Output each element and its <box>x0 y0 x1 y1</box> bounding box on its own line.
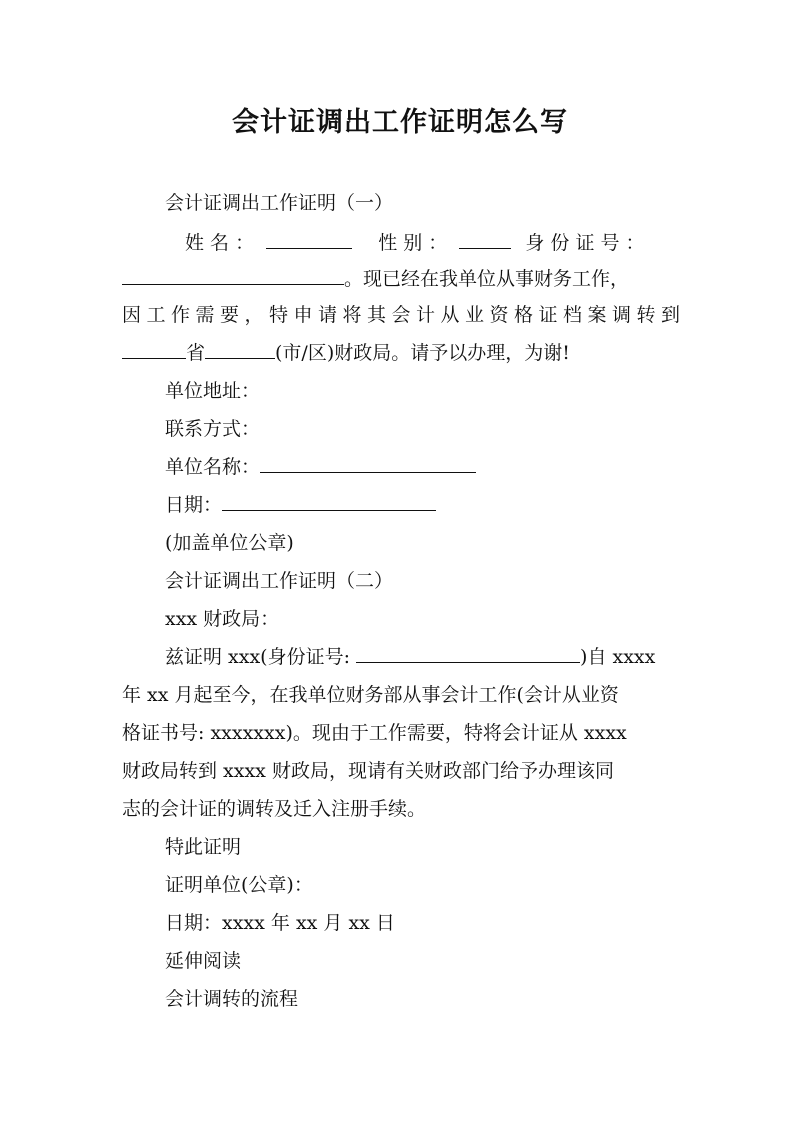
province-blank <box>122 340 186 359</box>
unit-address-label: 单位地址： <box>165 380 261 402</box>
contact-label: 联系方式： <box>165 418 261 440</box>
section1-line-destination <box>122 340 570 366</box>
section1-line-name <box>185 230 645 256</box>
seal-note: (加盖单位公章) <box>165 532 294 554</box>
section2-para-line1 <box>165 644 655 670</box>
para-line1-end: )自 xxxx <box>580 646 656 668</box>
gender-blank <box>459 230 511 249</box>
extended-reading-label: 延伸阅读 <box>165 950 242 972</box>
unit-name-line <box>165 454 476 480</box>
hereby-certify: 特此证明 <box>165 836 242 858</box>
section1-line-id <box>122 266 629 292</box>
issuer-label: 证明单位(公章)： <box>165 874 313 896</box>
addressee: xxx 财政局： <box>165 608 280 630</box>
section2-para-line2: 年 xx 月起至今，在我单位财务部从事会计工作(会计从业资 <box>122 684 619 706</box>
id-number-blank <box>356 644 580 663</box>
section1-heading: 会计证调出工作证明（一） <box>165 192 394 214</box>
province-label: 省 <box>186 342 206 364</box>
date-label: 日期： <box>165 494 223 516</box>
id-line-tail: 。现已经在我单位从事财务工作， <box>344 268 630 290</box>
section2-para-line5: 志的会计证的调转及迁入注册手续。 <box>122 798 427 820</box>
name-label: 姓 名 ： <box>185 232 255 254</box>
name-blank <box>266 230 352 249</box>
id-blank <box>122 266 344 285</box>
para-start: 兹证明 xxx(身份证号: <box>165 646 357 668</box>
unit-name-blank <box>260 454 476 473</box>
section2-heading: 会计证调出工作证明（二） <box>165 570 394 592</box>
unit-name-label: 单位名称： <box>165 456 261 478</box>
document-title: 会计证调出工作证明怎么写 <box>232 107 568 138</box>
id-label: 身 份 证 号 ： <box>525 232 645 254</box>
date-line <box>165 492 436 518</box>
section2-para-line4: 财政局转到 xxxx 财政局，现请有关财政部门给予办理该同 <box>122 760 614 782</box>
city-tail: (市/区)财政局。请予以办理，为谢! <box>275 342 570 364</box>
section2-para-line3: 格证书号: xxxxxxx)。现由于工作需要，特将会计证从 xxxx <box>122 722 627 744</box>
city-blank <box>205 340 275 359</box>
date-blank <box>222 492 436 511</box>
gender-label: 性 别 ： <box>378 232 448 254</box>
extended-topic: 会计调转的流程 <box>165 988 299 1010</box>
issue-date: 日期：xxxx 年 xx 月 xx 日 <box>165 912 395 934</box>
section1-line-transfer: 因工作需要，特申请将其会计从业资格证档案调转到 <box>122 304 686 326</box>
